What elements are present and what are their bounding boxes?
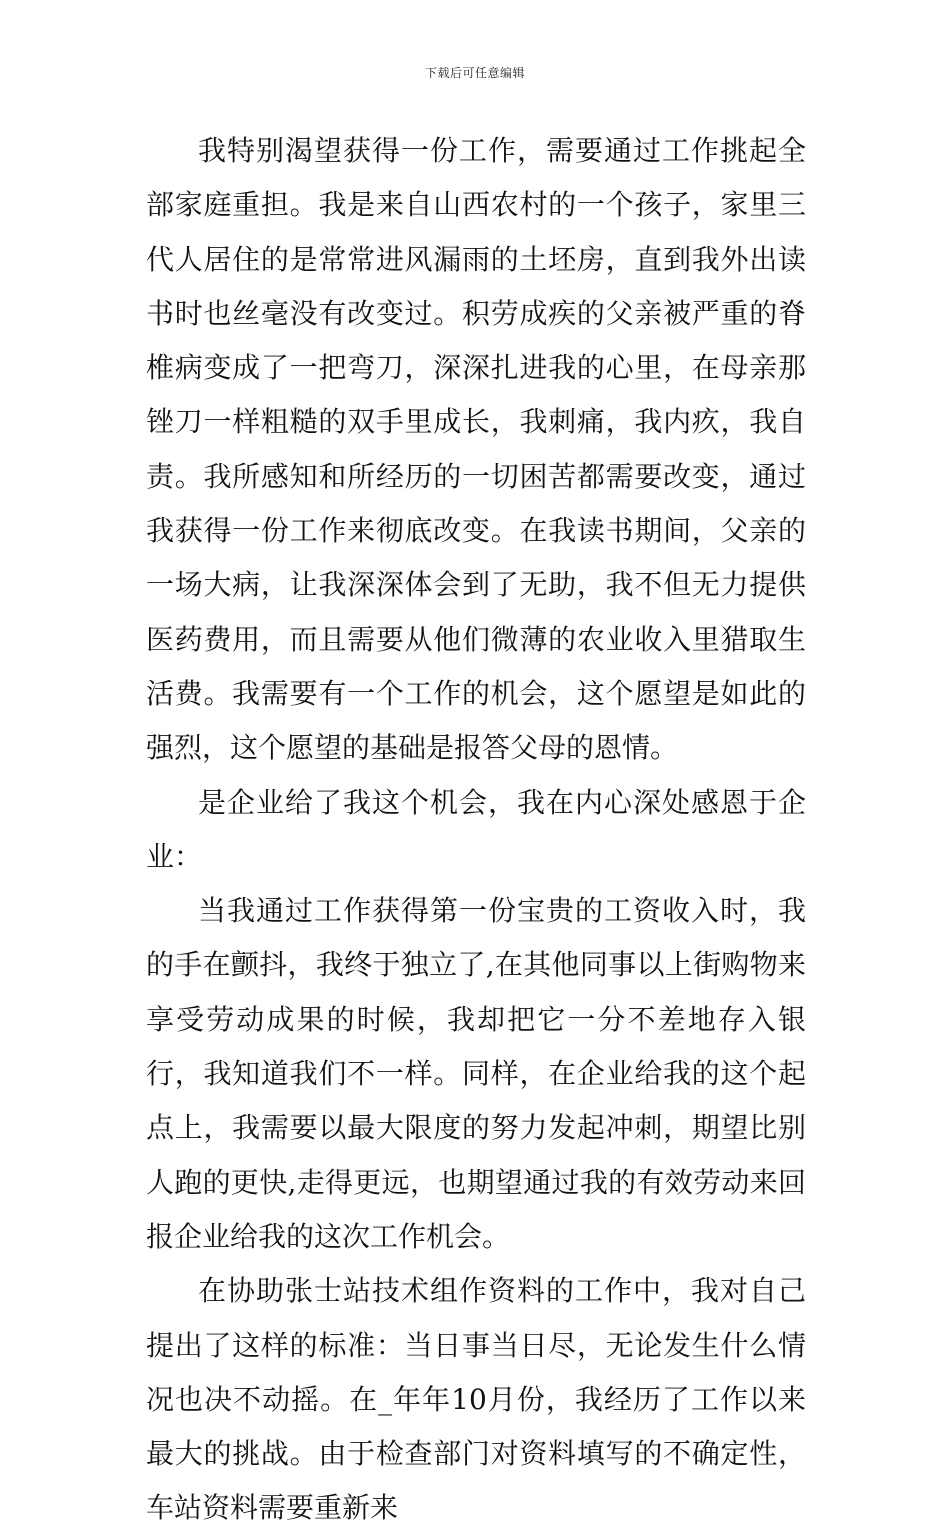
paragraph-3: 当我通过工作获得第一份宝贵的工资收入时，我的手在颤抖，我终于独立了,在其他同事以上街购物来享受劳动成果的时候，我却把它一分不差地存入银行，我知道我们不一样。同样，在企业给我的这个起点上，我需要以最大限度的努力发起冲刺，期望比别人跑的更快,走得更远，也期望通过我的有效劳动来回报企业给我的这次工作机会。	[146, 894, 806, 1253]
paragraph-1: 我特别渴望获得一份工作，需要通过工作挑起全部家庭重担。我是来自山西农村的一个孩子，家里三代人居住的是常常进风漏雨的土坯房，直到我外出读书时也丝毫没有改变过。积劳成疾的父亲被严重的脊椎病变成了一把弯刀，深深扎进我的心里，在母亲那锉刀一样粗糙的双手里成长，我刺痛，我内疚，我自责。我所感知和所经历的一切困苦都需要改变，通过我获得一份工作来彻底改变。在我读书期间，父亲的一场大病，让我深深体会到了无助，我不但无力提供医药费用，而且需要从他们微薄的农业收入里猎取生活费。我需要有一个工作的机会，这个愿望是如此的强烈，这个愿望的基础是报答父母的恩情。	[146, 134, 806, 765]
paragraph-4: 在协助张士站技术组作资料的工作中，我对自己提出了这样的标准：当日事当日尽，无论发生什么情况也决不动摇。在_年年10月份，我经历了工作以来最大的挑战。由于检查部门对资料填写的不确定性，车站资料需要重新来	[146, 1274, 806, 1525]
page-header: 下载后可任意编辑	[424, 66, 525, 80]
document-body	[146, 124, 806, 1536]
paragraph-2: 是企业给了我这个机会，我在内心深处感恩于企业：	[146, 785, 806, 873]
